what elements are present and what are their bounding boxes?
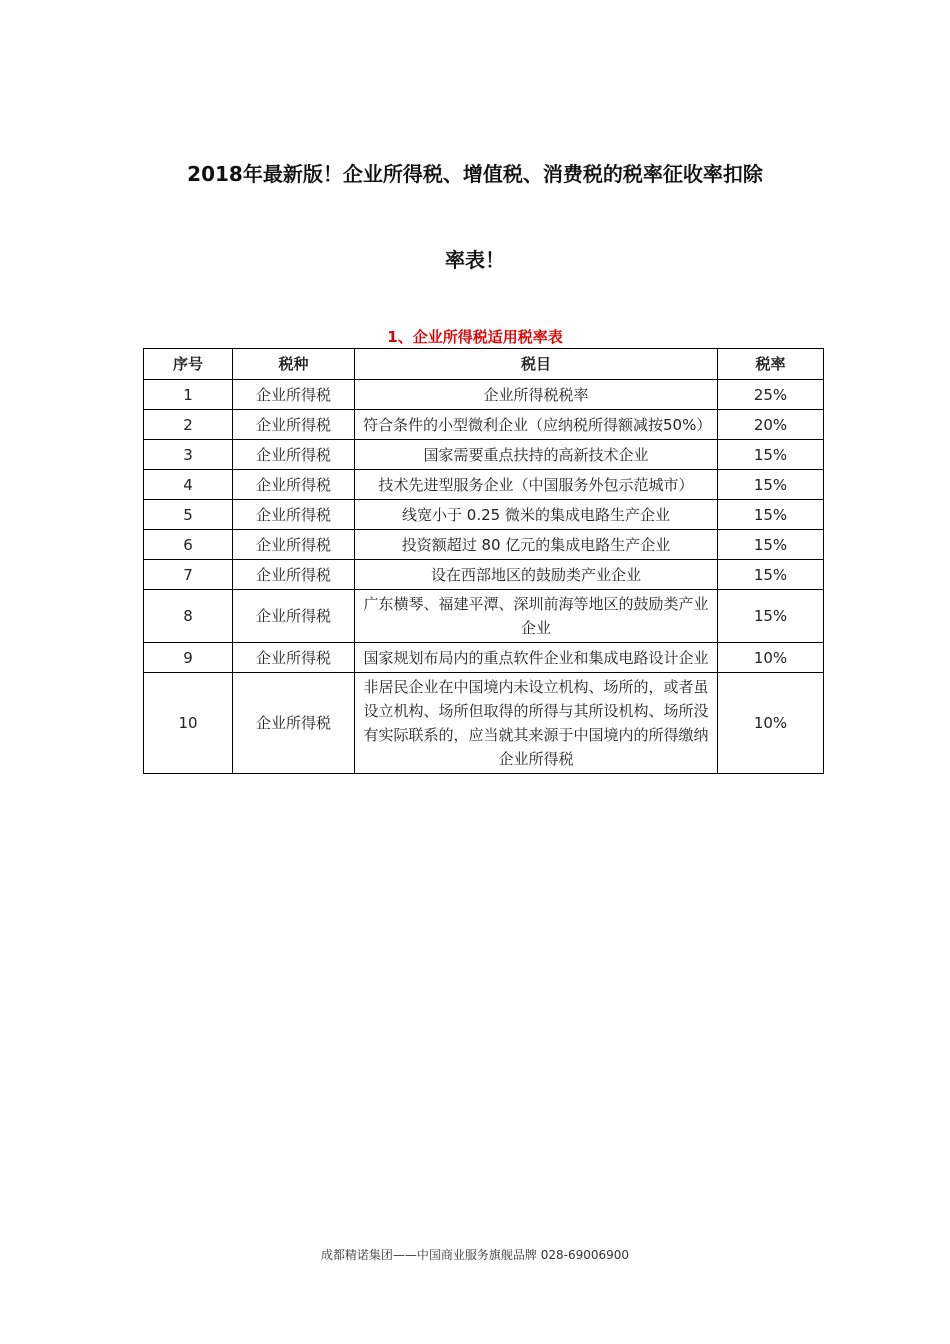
cell-tax-type: 企业所得税 [233, 410, 355, 440]
cell-tax-type: 企业所得税 [233, 470, 355, 500]
cell-index: 7 [144, 560, 233, 590]
cell-index: 10 [144, 673, 233, 774]
cell-tax-item: 技术先进型服务企业（中国服务外包示范城市） [355, 470, 718, 500]
cell-index: 2 [144, 410, 233, 440]
cell-tax-type: 企业所得税 [233, 530, 355, 560]
cell-tax-item: 广东横琴、福建平潭、深圳前海等地区的鼓励类产业企业 [355, 590, 718, 643]
cell-tax-type: 企业所得税 [233, 643, 355, 673]
page-title-continued: 率表！ [445, 248, 505, 272]
table-row [144, 500, 824, 530]
cell-tax-item: 企业所得税税率 [355, 380, 718, 410]
cell-tax-item: 国家规划布局内的重点软件企业和集成电路设计企业 [355, 643, 718, 673]
cell-tax-type: 企业所得税 [233, 380, 355, 410]
table-row [144, 440, 824, 470]
cell-tax-rate: 20% [718, 410, 824, 440]
cell-index: 9 [144, 643, 233, 673]
cell-index: 1 [144, 380, 233, 410]
cell-tax-item: 非居民企业在中国境内未设立机构、场所的，或者虽设立机构、场所但取得的所得与其所设机构、场所没有实际联系的，应当就其来源于中国境内的所得缴纳企业所得税 [355, 673, 718, 774]
header-tax-type: 税种 [233, 349, 355, 380]
cell-tax-rate: 15% [718, 590, 824, 643]
header-tax-rate: 税率 [718, 349, 824, 380]
cell-tax-rate: 10% [718, 673, 824, 774]
table-row [144, 470, 824, 500]
cell-tax-rate: 10% [718, 643, 824, 673]
table-row [144, 410, 824, 440]
table-row [144, 643, 824, 673]
cell-tax-item: 符合条件的小型微利企业（应纳税所得额减按50%） [355, 410, 718, 440]
cell-tax-rate: 25% [718, 380, 824, 410]
cell-index: 3 [144, 440, 233, 470]
cell-tax-type: 企业所得税 [233, 673, 355, 774]
cell-tax-rate: 15% [718, 470, 824, 500]
table-row [144, 590, 824, 643]
cell-tax-item: 设在西部地区的鼓励类产业企业 [355, 560, 718, 590]
cell-tax-item: 投资额超过 80 亿元的集成电路生产企业 [355, 530, 718, 560]
cell-tax-rate: 15% [718, 560, 824, 590]
cell-tax-type: 企业所得税 [233, 500, 355, 530]
table-caption: 1、企业所得税适用税率表 [387, 328, 563, 346]
table-row [144, 560, 824, 590]
table-header-row [144, 349, 824, 380]
cell-index: 6 [144, 530, 233, 560]
cell-tax-type: 企业所得税 [233, 560, 355, 590]
table-row [144, 530, 824, 560]
tax-rate-table [143, 348, 824, 774]
page-footer: 成都精诺集团——中国商业服务旗舰品牌 028-69006900 [320, 1248, 630, 1262]
cell-tax-rate: 15% [718, 440, 824, 470]
cell-tax-rate: 15% [718, 530, 824, 560]
table-row [144, 380, 824, 410]
cell-index: 5 [144, 500, 233, 530]
cell-index: 4 [144, 470, 233, 500]
table-row [144, 673, 824, 774]
cell-tax-rate: 15% [718, 500, 824, 530]
cell-index: 8 [144, 590, 233, 643]
page-title: 2018年最新版！企业所得税、增值税、消费税的税率征收率扣除 [187, 162, 763, 186]
header-tax-item: 税目 [355, 349, 718, 380]
cell-tax-type: 企业所得税 [233, 590, 355, 643]
header-index: 序号 [144, 349, 233, 380]
cell-tax-item: 线宽小于 0.25 微米的集成电路生产企业 [355, 500, 718, 530]
cell-tax-item: 国家需要重点扶持的高新技术企业 [355, 440, 718, 470]
cell-tax-type: 企业所得税 [233, 440, 355, 470]
